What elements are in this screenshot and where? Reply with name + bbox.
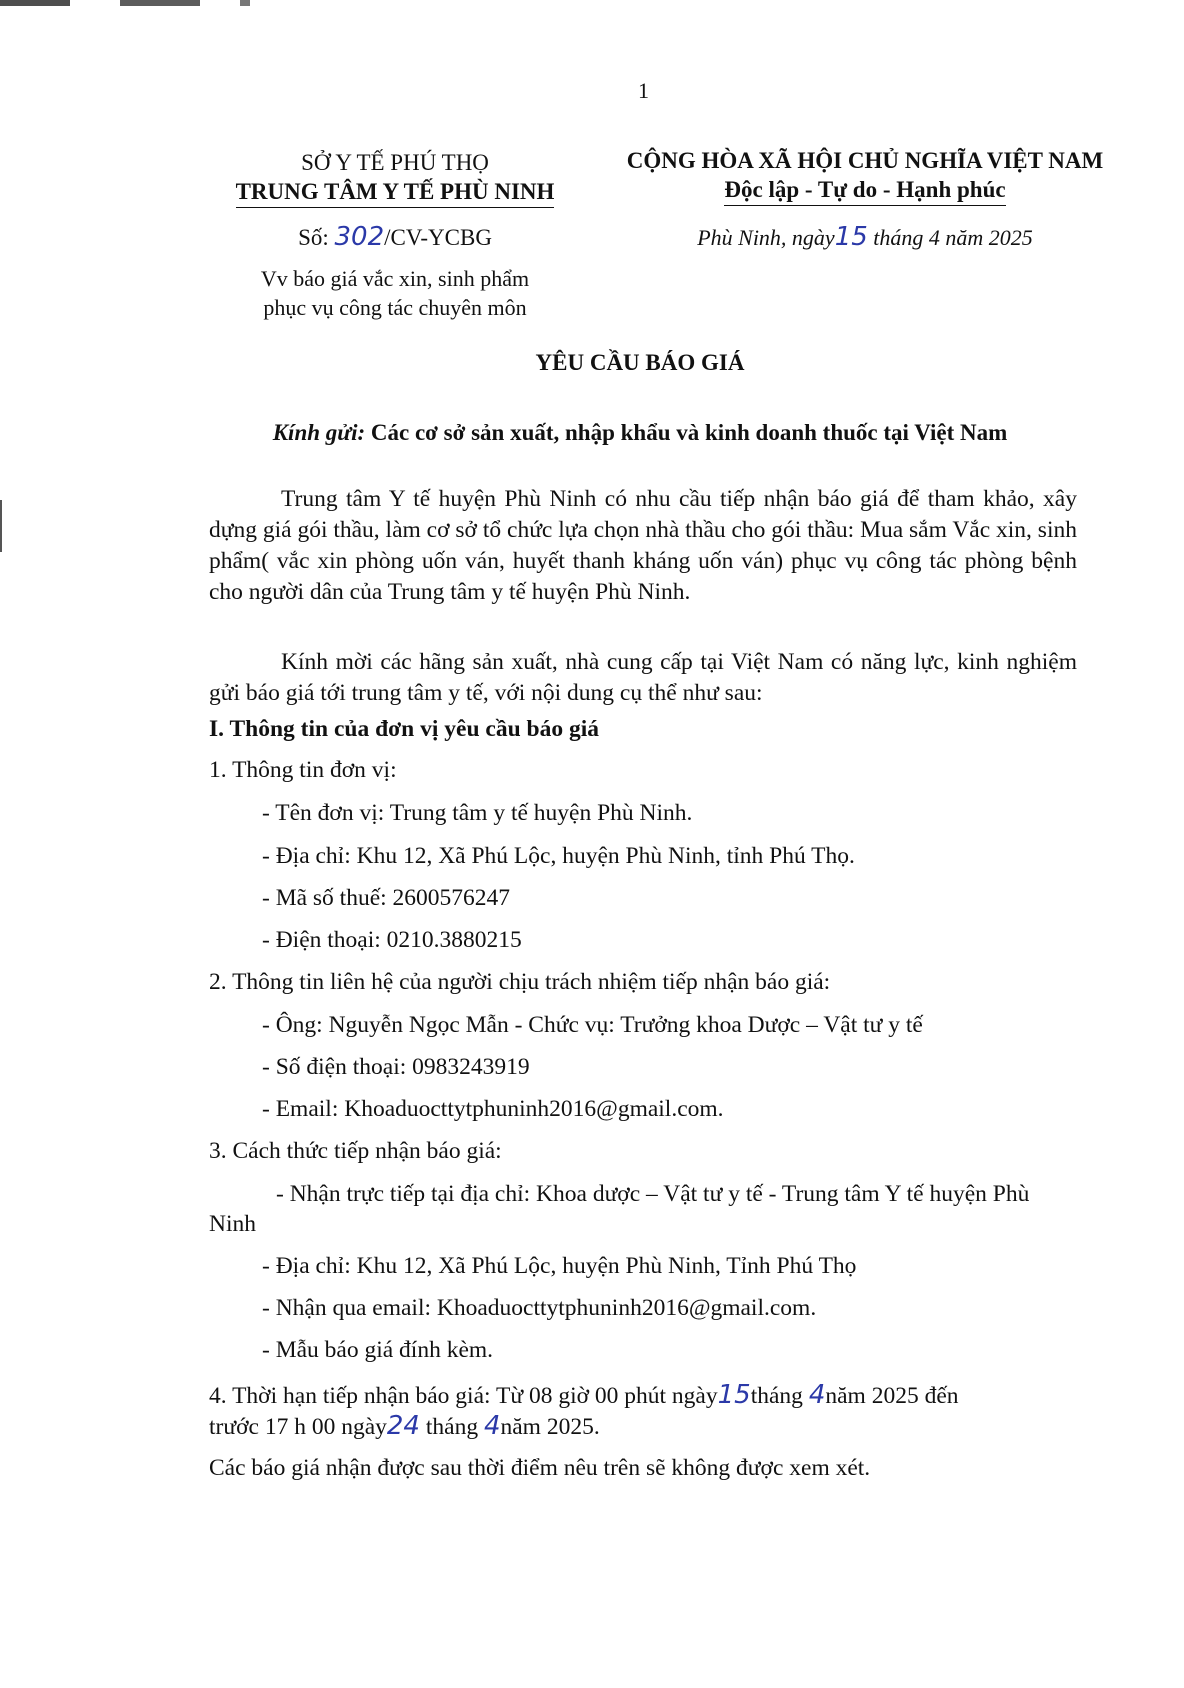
- handwritten-to-day: 24: [386, 1411, 420, 1441]
- scan-artifact-left: [0, 500, 2, 552]
- document-title: YÊU CẦU BÁO GIÁ: [535, 350, 745, 375]
- unit-address: - Địa chỉ: Khu 12, Xã Phú Lộc, huyện Phù Ninh, tỉnh Phú Thọ.: [262, 843, 855, 869]
- invitation-paragraph: Kính mời các hãng sản xuất, nhà cung cấp tại Việt Nam có năng lực, kinh nghiệm gửi báo giá tới trung tâm y tế, với nội dung cụ thể như sau:: [209, 649, 1077, 706]
- page-number: 1: [638, 78, 649, 103]
- contact-email: - Email: Khoaduocttytphuninh2016@gmail.com.: [262, 1096, 724, 1122]
- handwritten-to-month: 4: [483, 1411, 501, 1441]
- receive-address: - Địa chỉ: Khu 12, Xã Phú Lộc, huyện Phù Ninh, Tỉnh Phú Thọ: [262, 1253, 857, 1279]
- receive-email: - Nhận qua email: Khoaduocttytphuninh2016@gmail.com.: [262, 1295, 817, 1321]
- recipient-line: [0, 420, 1184, 446]
- closing-note: Các báo giá nhận được sau thời điểm nêu trên sẽ không được xem xét.: [209, 1455, 871, 1481]
- issuing-authority: [210, 148, 580, 208]
- recipient-text: Các cơ sở sản xuất, nhập khẩu và kinh doanh thuốc tại Việt Nam: [365, 420, 1008, 445]
- item-1-heading: 1. Thông tin đơn vị:: [209, 757, 397, 783]
- deadline-line-1: 4. Thời hạn tiếp nhận báo giá: Từ 08 giờ 00 phút ngày15tháng 4năm 2025 đến: [209, 1380, 959, 1410]
- unit-name: - Tên đơn vị: Trung tâm y tế huyện Phù Ninh.: [262, 800, 693, 826]
- department-name: SỞ Y TẾ PHÚ THỌ: [301, 150, 489, 175]
- organization-name: TRUNG TÂM Y TẾ PHÙ NINH: [236, 177, 555, 208]
- national-header: [620, 146, 1110, 206]
- intro-paragraph: Trung tâm Y tế huyện Phù Ninh có nhu cầu tiếp nhận báo giá để tham khảo, xây dựng giá gói thầu, làm cơ sở tổ chức lựa chọn nhà thầu cho gói thầu: Mua sắm Vắc xin, sinh phẩm( vắc xin phòng uốn ván, huyết thanh kháng uốn ván) phục vụ công tác phòng bệnh cho người dân của Trung tâm y tế huyện Phù Ninh.: [209, 486, 1077, 605]
- unit-tax-code: - Mã số thuế: 2600576247: [262, 885, 511, 911]
- national-motto: Độc lập - Tự do - Hạnh phúc: [724, 175, 1005, 206]
- deadline-line-2: trước 17 h 00 ngày24 tháng 4năm 2025.: [209, 1411, 600, 1441]
- document-number: Số: 302/CV-YCBG: [298, 222, 492, 252]
- receive-direct-cont: Ninh: [209, 1211, 256, 1237]
- item-3-heading: 3. Cách thức tiếp nhận báo giá:: [209, 1138, 502, 1164]
- country-name: CỘNG HÒA XÃ HỘI CHỦ NGHĨA VIỆT NAM: [626, 148, 1104, 173]
- contact-person: - Ông: Nguyễn Ngọc Mẫn - Chức vụ: Trưởng khoa Dược – Vật tư y tế: [262, 1012, 923, 1038]
- place-and-date: Phù Ninh, ngày15 tháng 4 năm 2025: [697, 222, 1033, 252]
- handwritten-day: 15: [834, 222, 868, 252]
- handwritten-from-month: 4: [808, 1380, 826, 1410]
- receive-direct: - Nhận trực tiếp tại địa chỉ: Khoa dược – Vật tư y tế - Trung tâm Y tế huyện Phù: [276, 1181, 1030, 1207]
- recipient-label: Kính gửi:: [272, 420, 366, 445]
- quote-form-note: - Mẫu báo giá đính kèm.: [262, 1337, 494, 1363]
- scan-artifact-top: [0, 0, 1184, 6]
- unit-phone: - Điện thoại: 0210.3880215: [262, 927, 522, 953]
- handwritten-doc-number: 302: [334, 222, 385, 252]
- handwritten-from-day: 15: [717, 1380, 751, 1410]
- contact-phone: - Số điện thoại: 0983243919: [262, 1054, 530, 1080]
- section-heading: I. Thông tin của đơn vị yêu cầu báo giá: [209, 716, 599, 742]
- item-2-heading: 2. Thông tin liên hệ của người chịu trách nhiệm tiếp nhận báo giá:: [209, 969, 831, 995]
- document-subject: Vv báo giá vắc xin, sinh phẩm phục vụ công tác chuyên môn: [260, 266, 530, 320]
